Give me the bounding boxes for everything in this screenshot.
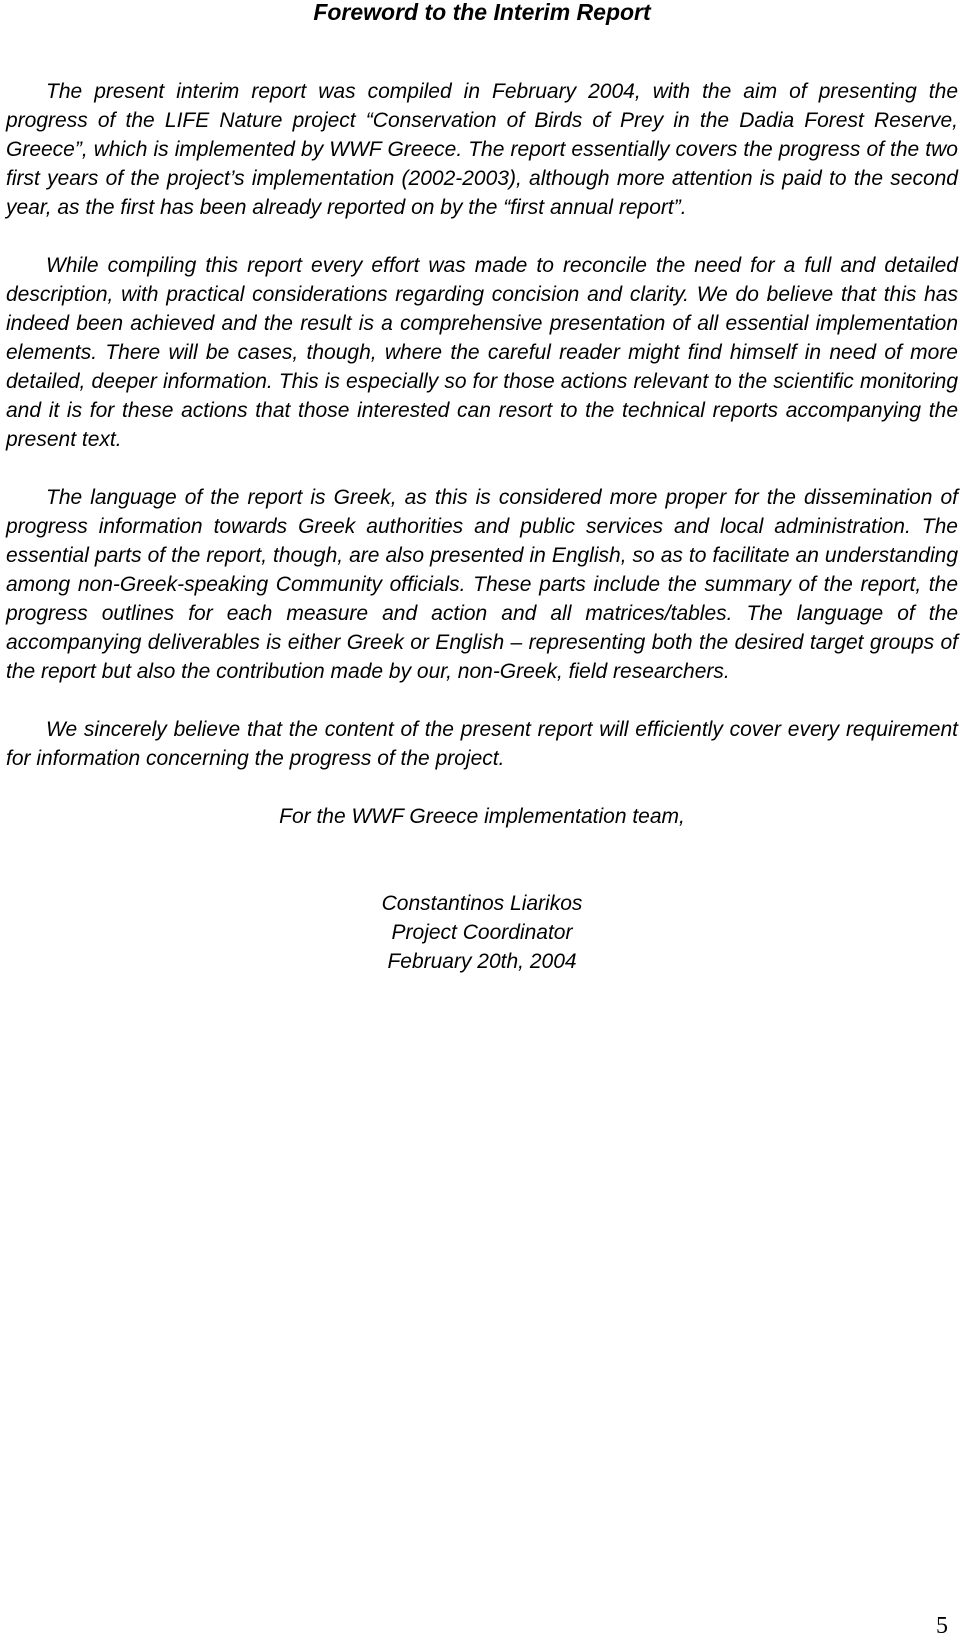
paragraph-language: The language of the report is Greek, as this is considered more proper for the dissemination of progress information towards Greek authorities and public services and local administration. The essential parts of the report, though, are also presented in English, so as to facilitate an understanding among non-Greek-speaking Community officials. These parts include the summary of the report, the progress outlines for each measure and action and all matrices/tables. The language of the accompanying deliverables is either Greek or English – representing both the desired target groups of the report but also the contribution made by our, non-Greek, field researchers. xyxy=(6,486,958,683)
signature-date: February 20th, 2004 xyxy=(387,950,577,973)
page-number: 5 xyxy=(936,1613,948,1639)
document-title: Foreword to the Interim Report xyxy=(313,0,651,25)
signature-name: Constantinos Liarikos xyxy=(381,892,583,915)
paragraph-compilation: While compiling this report every effort was made to reconcile the need for a full and detailed description, with practical considerations regarding concision and clarity. We do believe that this has indeed been achieved and the result is a comprehensive presentation of all essential implementation elements. There will be cases, though, where the careful reader might find himself in need of more detailed, deeper information. This is especially so for those actions relevant to the scientific monitoring and it is for these actions that those interested can resort to the technical reports accompanying the present text. xyxy=(6,254,958,451)
signature-block xyxy=(6,889,958,976)
signoff-line: For the WWF Greece implementation team, xyxy=(279,805,685,828)
signature-role: Project Coordinator xyxy=(391,921,573,944)
document-page xyxy=(6,0,958,976)
paragraph-introduction: The present interim report was compiled in February 2004, with the aim of presenting the progress of the LIFE Nature project “Conservation of Birds of Prey in the Dadia Forest Reserve, Greece”, which is implemented by WWF Greece. The report essentially covers the progress of the two first years of the project’s implementation (2002-2003), although more attention is paid to the second year, as the first has been already reported on by the “first annual report”. xyxy=(6,80,958,219)
paragraph-closing: We sincerely believe that the content of the present report will efficiently cover every requirement for information concerning the progress of the project. xyxy=(6,718,958,770)
